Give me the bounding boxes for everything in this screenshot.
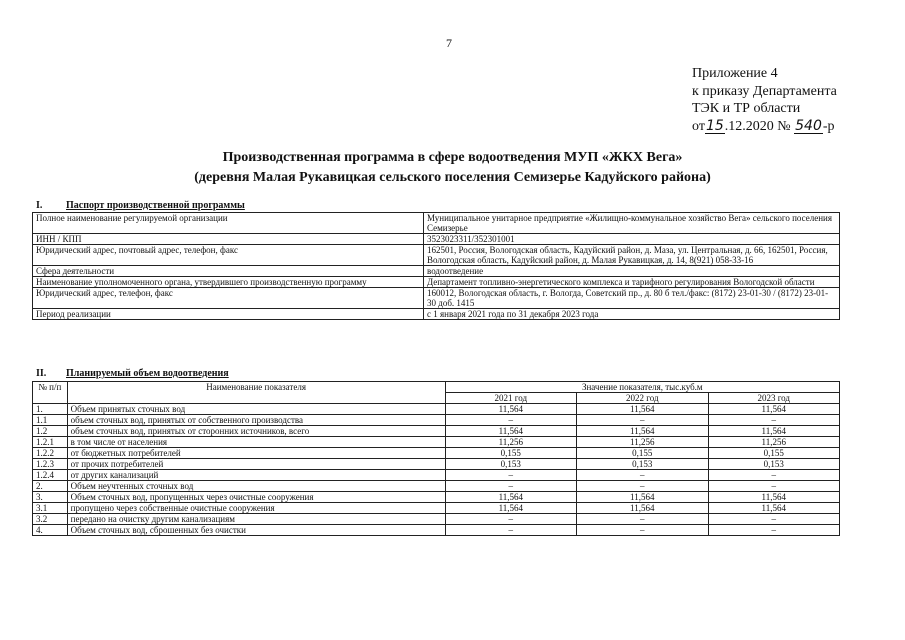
row-value: 0,153 <box>577 459 708 470</box>
row-value: 11,564 <box>445 492 576 503</box>
header-year: 2022 год <box>577 393 708 404</box>
passport-label: Юридический адрес, телефон, факс <box>33 288 424 309</box>
row-number: 1. <box>33 404 68 415</box>
section-title: Планируемый объем водоотведения <box>66 368 229 379</box>
passport-value: 162501, Россия, Вологодская область, Кадуйский район, д. Маза, ул. Центральная, д. 66, 162501, Россия, Вологодская область, Кадуйский район, д. Малая Рукавицкая, д. 14, 8(921) 058-33-16 <box>424 245 840 266</box>
row-number: 2. <box>33 481 68 492</box>
row-value: 11,256 <box>708 437 840 448</box>
row-value: – <box>577 481 708 492</box>
row-name: Объем сточных вод, пропущенных через очистные сооружения <box>67 492 445 503</box>
row-name: объем сточных вод, принятых от сторонних источников, всего <box>67 426 445 437</box>
section-number: I. <box>36 200 43 211</box>
volume-table <box>32 381 840 536</box>
appendix-line: ТЭК и ТР области <box>692 101 801 116</box>
date-rest: .12.2020 № <box>724 118 791 134</box>
passport-value: 160012, Вологодская область, г. Вологда, Советский пр., д. 80 б тел./факс: (8172) 23-01-30 / (8172) 23-01-30 доб. 1415 <box>424 288 840 309</box>
volume-section-heading <box>32 368 229 379</box>
passport-row <box>33 213 840 234</box>
page-number: 7 <box>446 36 452 50</box>
row-value: 11,564 <box>708 492 840 503</box>
header-year: 2023 год <box>708 393 840 404</box>
passport-label: Период реализации <box>33 309 424 320</box>
row-name: в том числе от населения <box>67 437 445 448</box>
volume-row <box>33 525 840 536</box>
row-name: Объем неучтенных сточных вод <box>67 481 445 492</box>
passport-label: Полное наименование регулируемой организации <box>33 213 424 234</box>
passport-row <box>33 309 840 320</box>
passport-value: водоотведение <box>424 266 840 277</box>
date-prefix: от <box>692 118 705 134</box>
row-value: 0,153 <box>708 459 840 470</box>
row-number: 3.1 <box>33 503 68 514</box>
row-value: 0,155 <box>577 448 708 459</box>
row-name: от прочих потребителей <box>67 459 445 470</box>
section-number: II. <box>36 368 47 379</box>
row-number: 3. <box>33 492 68 503</box>
order-number-handwritten: 540 <box>795 117 822 134</box>
row-name: Объем принятых сточных вод <box>67 404 445 415</box>
row-number: 3.2 <box>33 514 68 525</box>
row-value: – <box>577 415 708 426</box>
appendix-order-line <box>692 118 837 136</box>
volume-row <box>33 415 840 426</box>
row-value: 11,564 <box>577 426 708 437</box>
row-value: 11,564 <box>708 503 840 514</box>
volume-row <box>33 503 840 514</box>
passport-value: Муниципальное унитарное предприятие «Жилищно-коммунальное хозяйство Вега» сельского поселения Семизерье <box>424 213 840 234</box>
passport-label: Наименование уполномоченного органа, утвердившего производственную программу <box>33 277 424 288</box>
volume-row <box>33 481 840 492</box>
volume-row <box>33 459 840 470</box>
row-number: 1.2 <box>33 426 68 437</box>
row-value: 0,153 <box>445 459 576 470</box>
volume-row <box>33 437 840 448</box>
header-num: № п/п <box>33 382 68 404</box>
volume-row <box>33 426 840 437</box>
document-title: Производственная программа в сфере водоотведения МУП «ЖКХ Вега» <box>222 150 683 165</box>
row-value: 11,256 <box>577 437 708 448</box>
row-value: – <box>708 481 840 492</box>
row-value: – <box>708 525 840 536</box>
volume-row <box>33 448 840 459</box>
appendix-block <box>692 65 837 135</box>
row-name: от бюджетных потребителей <box>67 448 445 459</box>
row-value: 11,564 <box>577 503 708 514</box>
row-value: – <box>577 525 708 536</box>
header-year: 2021 год <box>445 393 576 404</box>
header-group: Значение показателя, тыс.куб.м <box>445 382 839 393</box>
row-name: от других канализаций <box>67 470 445 481</box>
row-value: – <box>445 415 576 426</box>
volume-row <box>33 404 840 415</box>
row-value: – <box>708 415 840 426</box>
row-value: – <box>445 470 576 481</box>
row-value: 11,564 <box>708 404 840 415</box>
row-value: 11,564 <box>577 492 708 503</box>
passport-label: Сфера деятельности <box>33 266 424 277</box>
row-value: 0,155 <box>445 448 576 459</box>
section-title: Паспорт производственной программы <box>66 200 245 211</box>
row-value: – <box>445 514 576 525</box>
header-name: Наименование показателя <box>67 382 445 404</box>
row-value: 11,564 <box>445 503 576 514</box>
passport-value: 3523023311/352301001 <box>424 234 840 245</box>
date-day-handwritten: 15 <box>705 117 724 134</box>
row-number: 1.2.3 <box>33 459 68 470</box>
header-row <box>33 382 840 393</box>
passport-label: ИНН / КПП <box>33 234 424 245</box>
volume-row <box>33 514 840 525</box>
row-value: 11,256 <box>445 437 576 448</box>
row-number: 4. <box>33 525 68 536</box>
row-number: 1.1 <box>33 415 68 426</box>
row-name: передано на очистку другим канализациям <box>67 514 445 525</box>
row-value: – <box>577 514 708 525</box>
row-value: – <box>445 525 576 536</box>
passport-section-heading <box>32 200 245 211</box>
row-value: – <box>708 470 840 481</box>
passport-row <box>33 288 840 309</box>
passport-label: Юридический адрес, почтовый адрес, телефон, факс <box>33 245 424 266</box>
row-name: Объем сточных вод, сброшенных без очистки <box>67 525 445 536</box>
row-number: 1.2.1 <box>33 437 68 448</box>
passport-row <box>33 245 840 266</box>
row-value: 11,564 <box>577 404 708 415</box>
document-subtitle: (деревня Малая Рукавицкая сельского поселения Семизерье Кадуйского района) <box>194 170 711 185</box>
volume-row <box>33 492 840 503</box>
row-number: 1.2.2 <box>33 448 68 459</box>
row-number: 1.2.4 <box>33 470 68 481</box>
passport-value: Департамент топливно-энергетического комплекса и тарифного регулирования Вологодской области <box>424 277 840 288</box>
passport-row <box>33 266 840 277</box>
passport-value: с 1 января 2021 года по 31 декабря 2023 года <box>424 309 840 320</box>
row-value: 0,155 <box>708 448 840 459</box>
row-value: 11,564 <box>708 426 840 437</box>
row-name: пропущено через собственные очистные сооружения <box>67 503 445 514</box>
passport-row <box>33 277 840 288</box>
appendix-line: Приложение 4 <box>692 66 778 81</box>
volume-row <box>33 470 840 481</box>
passport-table <box>32 212 840 320</box>
row-value: – <box>708 514 840 525</box>
row-value: – <box>445 481 576 492</box>
row-value: 11,564 <box>445 404 576 415</box>
row-name: объем сточных вод, принятых от собственного производства <box>67 415 445 426</box>
passport-row <box>33 234 840 245</box>
appendix-line: к приказу Департамента <box>692 83 837 99</box>
row-value: – <box>577 470 708 481</box>
order-suffix: -р <box>822 118 835 134</box>
row-value: 11,564 <box>445 426 576 437</box>
